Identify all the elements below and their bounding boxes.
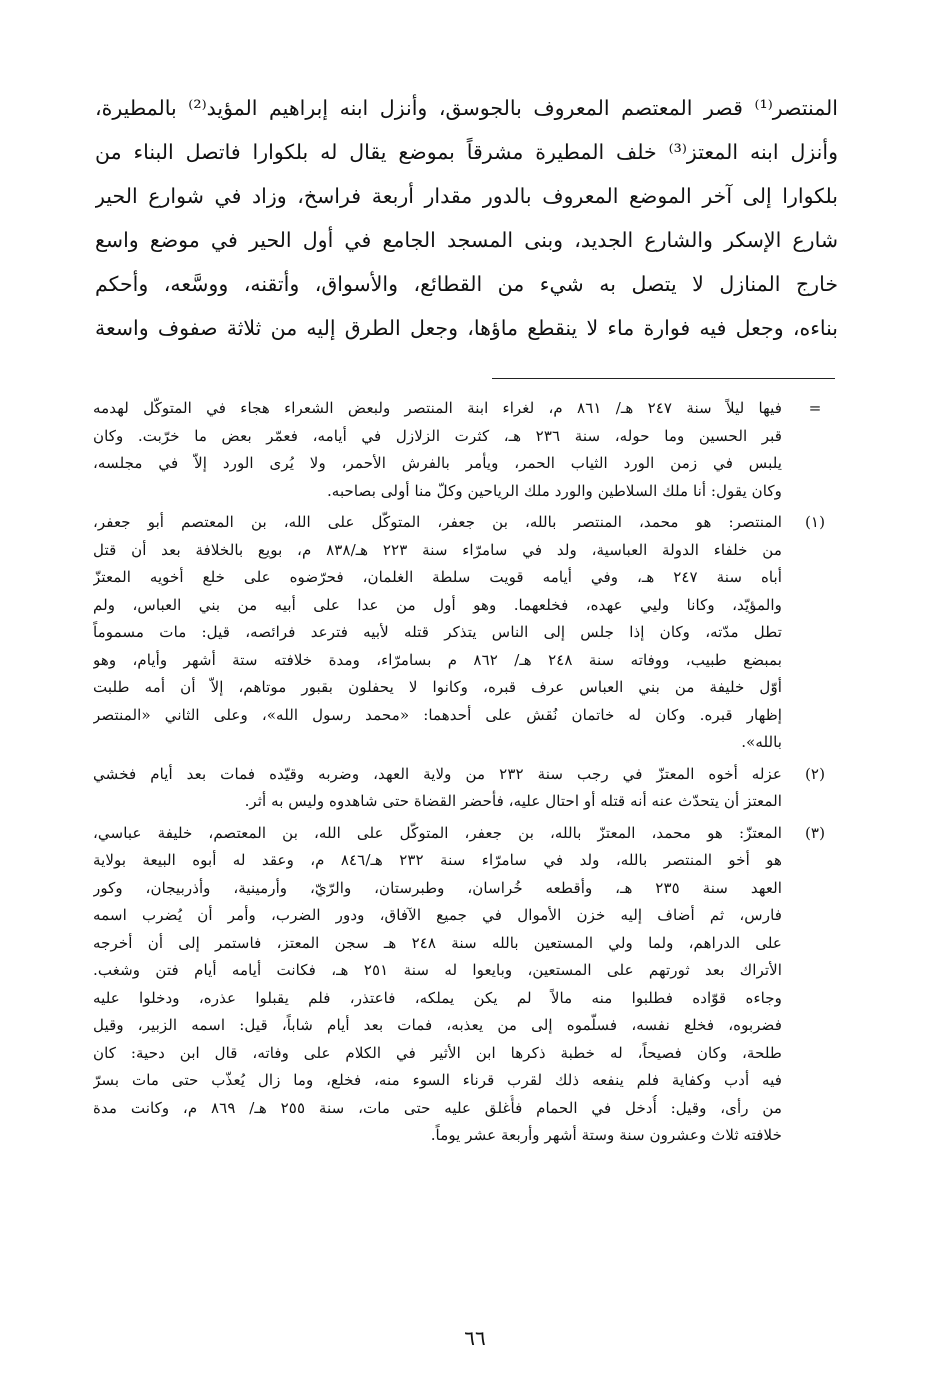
main-text-line: خارج المنازل لا يتصل به شيء من القطائع، والأسواق، وأتقنه، ووسَّعه، وأحكم — [95, 272, 838, 296]
footnote-line: على الدراهم، ولما ولي المستعين بالله سنة ٢٤٨ هـ سجن المعتز، فاستمر إلى أن أخرجه — [93, 933, 782, 952]
footnote-1 — [93, 509, 838, 757]
footnote-line: والمؤيّد، وكانا وليي عهده، فخلعهما. وهو أول من عدا على أبيه من بني العباس، ولم — [93, 595, 782, 614]
footnote-line: أوّل خليفة من بني العباس عرف قبره، وكانوا لا يحفلون بقبور موتاهم، إلاّ أن أمه طلبت — [93, 678, 782, 696]
footnote-line: بالله». — [741, 733, 782, 751]
footnote-separator — [492, 378, 835, 379]
footnote-marker: (٣) — [804, 823, 826, 842]
footnote-line: خلافته ثلاث وعشرون سنة وستة أشهر وأربعة عشر يوماً. — [430, 1126, 782, 1144]
footnote-line: من خلفاء الدولة العباسية، ولد في سامرّاء سنة ٢٢٣ هـ/٨٣٨ م، بويع بالخلافة بعد أن قتل — [93, 540, 782, 559]
main-text-line: بناءه، وجعل فيه فوارة ماء لا ينقطع ماؤها، وجعل الطرق إليه من ثلاثة صفوف واسعة — [95, 316, 838, 340]
footnote-line: العهد سنة ٢٣٥ هـ، وأقطعه خُراسان، وطبرستان، والرّيّ، وأرمينية، وأذربيجان، وكور — [93, 878, 782, 897]
footnote-line: فيها ليلاً سنة ٢٤٧ هـ/ ٨٦١ م، لغراء ابنة المنتصر ولبعض الشعراء هجاء في المتوكّل لهدمه — [93, 399, 782, 417]
footnote-line: أباه سنة ٢٤٧ هـ، وفي أيامه قويت سلطة الغلمان، فحرّضوه على خلع أخويه المعتزّ — [93, 568, 782, 586]
footnote-line: إظهار قبره. وكان له خاتمان نُقش على أحدهما: «محمد رسول الله»، وعلى الثاني «المنتصر — [93, 705, 782, 724]
footnote-line: المنتصر: هو محمد، المنتصر بالله، بن جعفر، المتوكّل على الله، بن المعتصم أبو جعفر، — [93, 513, 782, 531]
footnote-line: بمبضع طبيب، ووفاته سنة ٢٤٨ هـ/ ٨٦٢ م بسامرّاء، ومدة خلافته ستة أشهر وأيام، وهو — [93, 650, 782, 669]
footnote-line: قبر الحسين وما حوله، سنة ٢٣٦ هـ، كثرت الزلازل في أيامه، فعمّر بعض ما خرّبت. وكان — [93, 426, 782, 445]
main-text — [95, 86, 838, 350]
footnote-line: وكان يقول: أنا ملك السلاطين والورد ملك الرياحين وكلّ منا أولى بصاحبه. — [326, 481, 782, 500]
main-text-line: وأنزل ابنه المعتز⁽³⁾ خلف المطيرة مشرقاً بموضع يقال له بلكوارا فاتصل البناء من — [95, 140, 838, 164]
main-text-line: بلكوارا إلى آخر الموضع المعروف بالدور مقدار أربعة فراسخ، وزاد في شوارع الحير — [95, 184, 838, 208]
main-text-line: المنتصر⁽¹⁾ قصر المعتصم المعروف بالجوسق، وأنزل ابنه إبراهيم المؤيد⁽²⁾ بالمطيرة، — [95, 96, 838, 120]
footnote-line: طلحة، وكان فصيحاً، له خطبة ذكرها ابن الأثير في الكلام على وفاته، قال ابن دحية: كان — [93, 1043, 782, 1062]
footnote-line: المعتزّ: هو محمد، المعتزّ بالله، بن جعفر، المتوكّل على الله، بن المعتصم، خليفة عباسي، — [93, 823, 782, 842]
footnote-3 — [93, 820, 838, 1150]
footnotes — [93, 395, 838, 1154]
footnote-marker: (٢) — [804, 764, 826, 783]
page-number: ٦٦ — [464, 1326, 486, 1350]
footnote-line: الأتراك بعد ثورتهم على المستعين، وبايعوا له سنة ٢٥١ هـ، فكانت أيامه أيام فتن وشغب. — [93, 961, 782, 979]
footnote-line: يلبس في زمن الورد الثياب الحمر، ويأمر بالفرش الأحمر، ولا يُرى الورد إلاّ في مجلسه، — [93, 454, 782, 472]
main-text-line: شارع الإسكر والشارع الجديد، وبنى المسجد الجامع في أول الحير في موضع واسع — [95, 228, 838, 252]
footnote-line: عزله أخوه المعتزّ في رجب سنة ٢٣٢ من ولاية العهد، وضربه وقيّده فمات بعد أيام فخشي — [93, 764, 782, 783]
footnote-line: المعتز أن يتحدّث عنه أنه قتله أو احتال عليه، فأحضر القضاة حتى شاهدوه وليس به أثر. — [244, 792, 782, 810]
footnote-line: فضربوه، فخلع نفسه، فسلّموه إلى من يعذبه، فمات بعد أيام شاباً، قيل: اسمه الزبير، وقيل — [93, 1016, 782, 1034]
footnote-line: فارس، ثم أضاف إليه خزن الأموال في جميع الآفاق، ودور الضرب، وأمر أن يُضرب اسمه — [93, 906, 782, 924]
footnote-2 — [93, 761, 838, 816]
footnote-line: وجاءه قوّاده فطلبوا منه مالاً لم يكن يملكه، فاعتذر، فلم يقبلوا عذره، ودخلوا عليه — [93, 988, 782, 1007]
footnote-marker: (١) — [804, 513, 826, 531]
footnote-line: تطل مدّته، وكان إذا جلس إلى الناس يتذكر قتله لأبيه فترعد فرائصه، قيل: مات مسموماً — [93, 623, 782, 641]
footnote-continuation — [93, 395, 838, 505]
footnote-line: هو أخو المنتصر بالله، ولد في سامرّاء سنة ٢٣٢ هـ/٨٤٦ م، وعقد له أبوه البيعة بولاية — [93, 851, 782, 869]
footnote-marker: = — [808, 399, 822, 417]
footnote-line: فيه أدب وكفاية فلم ينفعه ذلك لقرب قرناء السوء منه، فخلع، وما زال يُعذّب حتى مات بسرّ — [93, 1071, 782, 1089]
footnote-line: من رأى، وقيل: أُدخل في الحمام فأُغلق عليه حتى مات، سنة ٢٥٥ هـ/ ٨٦٩ م، وكانت مدة — [93, 1098, 782, 1117]
